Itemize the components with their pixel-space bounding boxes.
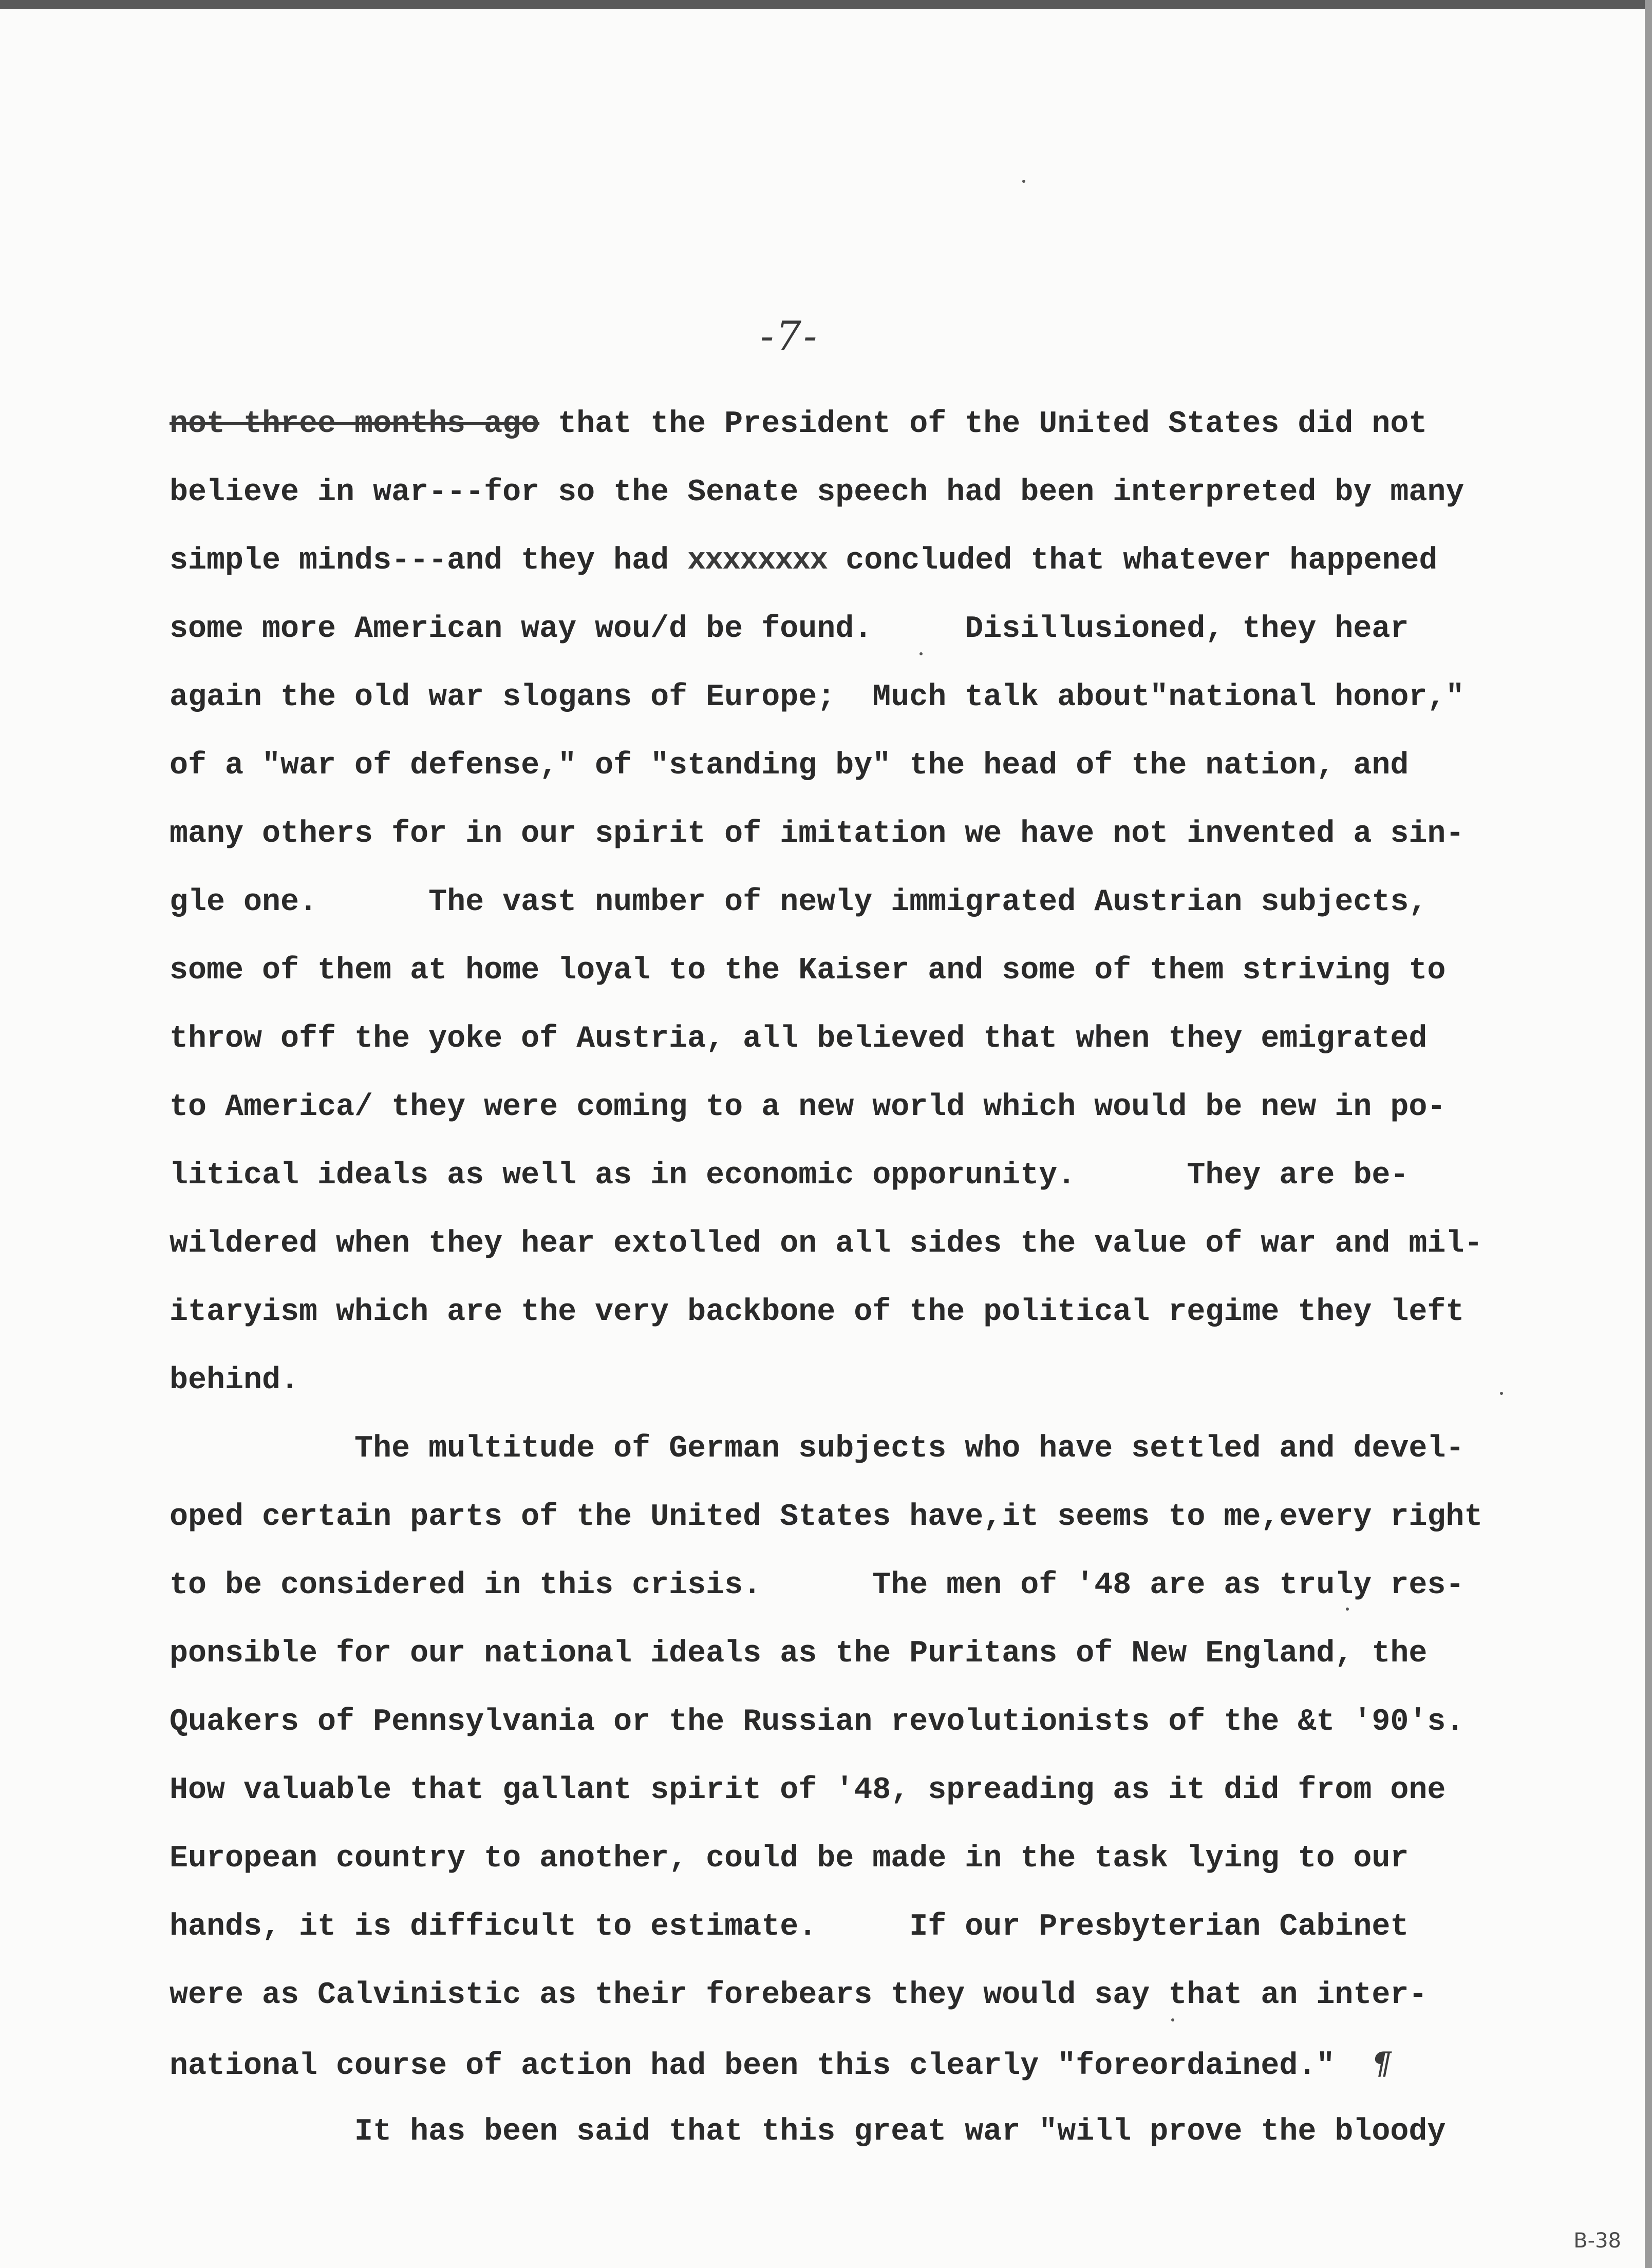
line-text: that the President of the United States did not <box>539 407 1428 442</box>
page-number: -7- <box>760 313 819 360</box>
text-line: European country to another, could be made in the task lying to our <box>170 1841 1409 1876</box>
text-line: itaryism which are the very backbone of the political regime they left <box>170 1295 1465 1330</box>
text-line: were as Calvinistic as their forebears they would say that an inter- <box>170 1978 1428 2013</box>
text-line: How valuable that gallant spirit of '48, spreading as it did from one <box>170 1773 1446 1808</box>
text-line: litical ideals as well as in economic opporunity. They are be- <box>170 1158 1409 1193</box>
text-line: behind. <box>170 1363 299 1398</box>
text-line: throw off the yoke of Austria, all believed that when they emigrated <box>170 1022 1428 1056</box>
text-line: hands, it is difficult to estimate. If our Presbyterian Cabinet <box>170 1910 1409 1944</box>
text-line: gle one. The vast number of newly immigrated Austrian subjects, <box>170 885 1428 920</box>
folio-label: B-38 <box>1573 2229 1621 2253</box>
scan-edge-right <box>1645 0 1652 2268</box>
text-line: believe in war---for so the Senate speech had been interpreted by many <box>170 475 1465 510</box>
text-line <box>170 2030 1556 2098</box>
text-line: ponsible for our national ideals as the Puritans of New England, the <box>170 1636 1428 1671</box>
line-text: national course of action had been this clearly "foreordained." <box>170 2049 1372 2084</box>
typescript-body <box>170 390 1556 2166</box>
text-line: again the old war slogans of Europe; Much talk about"national honor," <box>170 680 1465 715</box>
text-line: some more American way wou/d be found. Disillusioned, they hear <box>170 612 1409 647</box>
scan-speck <box>1171 2018 1174 2021</box>
text-line <box>170 390 1556 459</box>
text-line: oped certain parts of the United States have,it seems to me,every right <box>170 1500 1483 1535</box>
text-line: of a "war of defense," of "standing by" the head of the nation, and <box>170 748 1409 783</box>
text-line: some of them at home loyal to the Kaiser and some of them striving to <box>170 953 1446 988</box>
text-line: Quakers of Pennsylvania or the Russian revolutionists of the &t '90's. <box>170 1705 1465 1740</box>
struck-text: not three months ago <box>170 407 540 442</box>
text-line: The multitude of German subjects who have settled and devel- <box>170 1431 1465 1466</box>
scan-speck <box>919 652 923 655</box>
line-text: concluded that whatever happened <box>827 543 1438 578</box>
paragraph-mark-icon: ¶ <box>1372 2046 1392 2082</box>
text-line: wildered when they hear extolled on all sides the value of war and mil- <box>170 1226 1483 1261</box>
text-line: many others for in our spirit of imitation we have not invented a sin- <box>170 817 1465 852</box>
crossed-out-word: xxxxxxxx <box>687 543 828 578</box>
scan-speck <box>1500 1392 1503 1395</box>
scan-speck <box>1022 180 1025 183</box>
scan-speck <box>1346 1608 1349 1611</box>
text-line <box>170 527 1556 595</box>
text-line: to be considered in this crisis. The men of '48 are as truly res- <box>170 1568 1465 1603</box>
text-line: It has been said that this great war "will prove the bloody <box>170 2114 1446 2149</box>
scan-edge-top <box>0 0 1652 9</box>
line-text: simple minds---and they had <box>170 543 688 578</box>
text-line: to America/ they were coming to a new world which would be new in po- <box>170 1090 1446 1125</box>
